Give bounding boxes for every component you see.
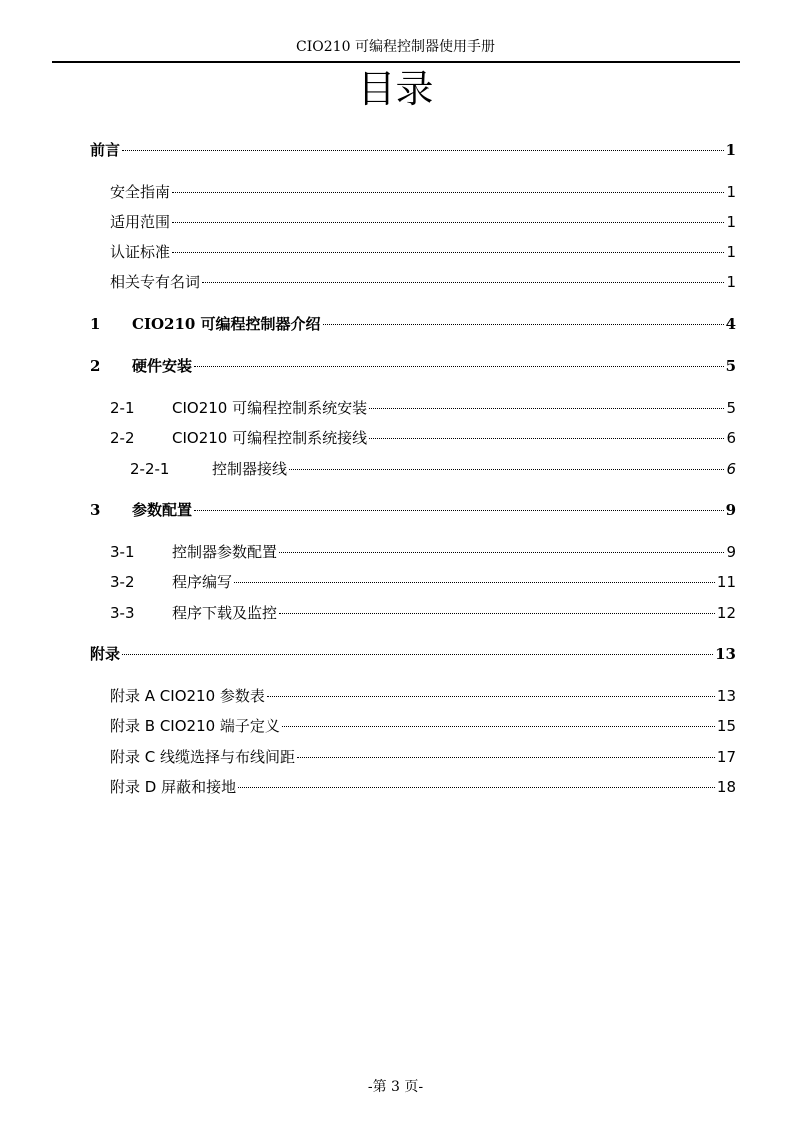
- toc-label: 认证标准: [110, 243, 171, 261]
- toc-number: 1: [90, 315, 101, 333]
- toc-entry-certification[interactable]: [110, 241, 736, 263]
- toc-number: 3-2: [110, 573, 135, 591]
- toc-page: 1: [726, 213, 736, 231]
- toc-entry-section-2-2-1[interactable]: [130, 458, 736, 480]
- toc-number: 2: [90, 357, 101, 375]
- toc-number: 3: [90, 501, 101, 519]
- toc-number: 2-2: [110, 429, 135, 447]
- dot-leader: [172, 222, 724, 223]
- toc-entry-scope[interactable]: [110, 211, 736, 233]
- toc-label: 附录 A CIO210 参数表: [110, 687, 265, 705]
- toc-label: 相关专有名词: [110, 273, 201, 291]
- toc-entry-section-3-2[interactable]: [110, 571, 736, 593]
- toc-page: 17: [716, 748, 736, 766]
- toc-label: 附录: [90, 645, 121, 663]
- toc-entry-preface[interactable]: [90, 139, 736, 161]
- toc-label: CIO210 可编程控制系统接线: [172, 429, 368, 447]
- toc-label: 附录 D 屏蔽和接地: [110, 778, 237, 796]
- toc-entry-chapter-2[interactable]: [90, 355, 736, 377]
- toc-title: 目录: [357, 67, 434, 111]
- toc-entry-appendix-b[interactable]: [110, 715, 736, 737]
- dot-leader: [172, 252, 724, 253]
- toc-entry-appendix[interactable]: [90, 643, 736, 665]
- toc-label: 控制器参数配置: [172, 543, 278, 561]
- toc-page: 6: [726, 460, 736, 478]
- toc-entry-chapter-3[interactable]: [90, 499, 736, 521]
- toc-page: 1: [726, 273, 736, 291]
- toc-number: 3-1: [110, 543, 135, 561]
- dot-leader: [194, 510, 724, 511]
- toc-label: CIO210 可编程控制系统安装: [172, 399, 368, 417]
- toc-entry-section-2-2[interactable]: [110, 427, 736, 449]
- header-rule: [52, 61, 740, 63]
- dot-leader: [289, 469, 724, 470]
- dot-leader: [202, 282, 724, 283]
- dot-leader: [369, 408, 724, 409]
- toc-page: 6: [726, 429, 736, 447]
- toc-page: 9: [726, 543, 736, 561]
- dot-leader: [282, 726, 715, 727]
- running-header: CIO210 可编程控制器使用手册: [296, 39, 495, 55]
- toc-number: 2-2-1: [130, 460, 170, 478]
- toc-label: 程序下载及监控: [172, 604, 278, 622]
- toc-label: 参数配置: [132, 501, 193, 519]
- toc-label: 附录 B CIO210 端子定义: [110, 717, 280, 735]
- toc-page: 15: [716, 717, 736, 735]
- toc-entry-terminology[interactable]: [110, 271, 736, 293]
- dot-leader: [172, 192, 724, 193]
- page-number-footer: -第 3 页-: [367, 1079, 424, 1095]
- toc-page: 5: [725, 357, 736, 375]
- dot-leader: [238, 787, 715, 788]
- toc-page: 18: [716, 778, 736, 796]
- toc-entry-safety-guide[interactable]: [110, 181, 736, 203]
- toc-page: 11: [716, 573, 736, 591]
- dot-leader: [267, 696, 715, 697]
- toc-entry-section-2-1[interactable]: [110, 397, 736, 419]
- toc-label: CIO210 可编程控制器介绍: [132, 315, 321, 333]
- dot-leader: [323, 324, 724, 325]
- dot-leader: [297, 757, 715, 758]
- toc-label: 前言: [90, 141, 121, 159]
- toc-label: 程序编写: [172, 573, 233, 591]
- dot-leader: [279, 613, 715, 614]
- toc-number: 2-1: [110, 399, 135, 417]
- toc-page: 5: [726, 399, 736, 417]
- dot-leader: [234, 582, 715, 583]
- toc-entry-appendix-a[interactable]: [110, 685, 736, 707]
- toc-label: 附录 C 线缆选择与布线间距: [110, 748, 296, 766]
- dot-leader: [122, 150, 724, 151]
- toc-entry-appendix-c[interactable]: [110, 746, 736, 768]
- toc-entry-appendix-d[interactable]: [110, 776, 736, 798]
- dot-leader: [122, 654, 713, 655]
- toc-page: 13: [716, 687, 736, 705]
- toc-number: 3-3: [110, 604, 135, 622]
- toc-page: 1: [725, 141, 736, 159]
- toc-page: 1: [726, 243, 736, 261]
- toc-label: 适用范围: [110, 213, 171, 231]
- toc-page: 1: [726, 183, 736, 201]
- toc-label: 硬件安装: [132, 357, 193, 375]
- toc-page: 12: [716, 604, 736, 622]
- dot-leader: [279, 552, 724, 553]
- toc-page: 4: [725, 315, 736, 333]
- toc-entry-chapter-1[interactable]: [90, 313, 736, 335]
- toc-label: 安全指南: [110, 183, 171, 201]
- dot-leader: [369, 438, 724, 439]
- dot-leader: [194, 366, 724, 367]
- toc-entry-section-3-1[interactable]: [110, 541, 736, 563]
- toc-page: 13: [715, 645, 736, 663]
- toc-entry-section-3-3[interactable]: [110, 602, 736, 624]
- toc-page: 9: [725, 501, 736, 519]
- toc-label: 控制器接线: [212, 460, 288, 478]
